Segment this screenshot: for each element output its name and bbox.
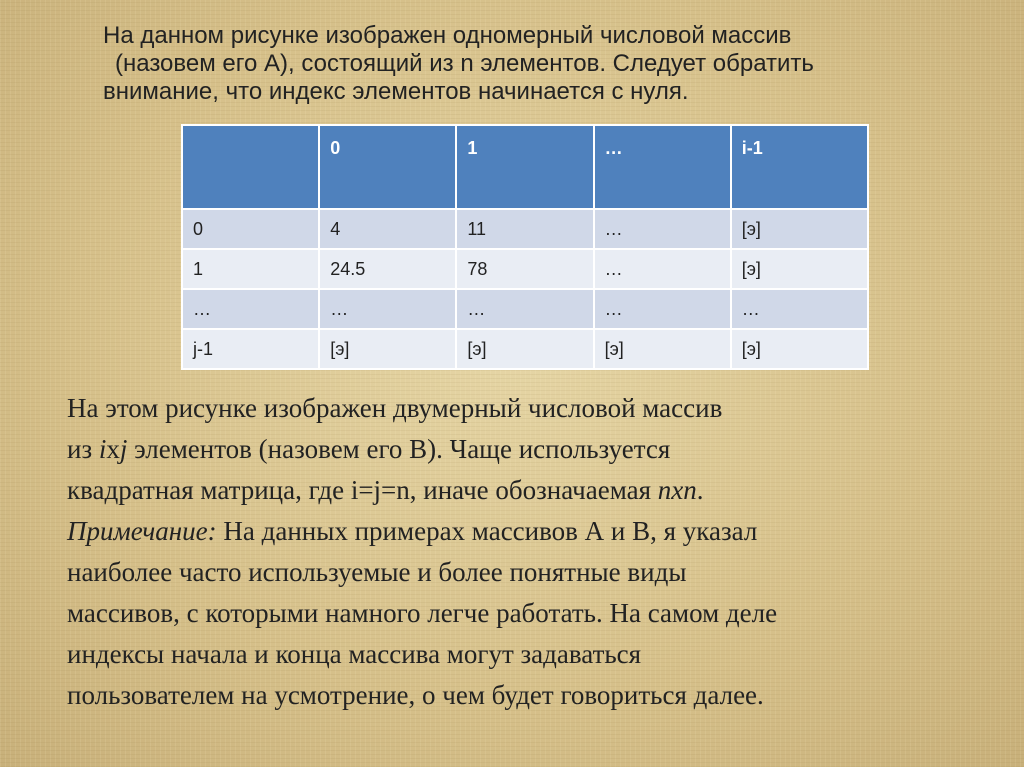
math-var-i: i xyxy=(98,434,107,464)
math-var-j: j xyxy=(119,434,128,464)
math-var-n: n xyxy=(657,475,672,505)
header-cell: 1 xyxy=(456,125,593,209)
table-header-row xyxy=(182,125,868,209)
table-cell: 78 xyxy=(456,249,593,289)
intro-paragraph xyxy=(103,22,983,106)
table-cell: 24.5 xyxy=(319,249,456,289)
math-var-n: n xyxy=(683,475,697,505)
body-line-3 xyxy=(67,470,997,511)
body-paragraph xyxy=(67,388,997,716)
table-cell: [э] xyxy=(731,249,868,289)
body-line-8: пользователем на усмотрение, о чем будет говориться далее. xyxy=(67,680,764,710)
table-row xyxy=(182,289,868,329)
row-index-cell: 1 xyxy=(182,249,319,289)
math-times: x xyxy=(106,434,120,464)
body-line-7: индексы начала и конца массива могут задаваться xyxy=(67,639,642,669)
text-fragment: элементов (назовем его В). Чаще используется xyxy=(127,434,671,464)
table-cell: … xyxy=(594,209,731,249)
header-cell-corner xyxy=(182,125,319,209)
table-cell: … xyxy=(594,289,731,329)
intro-line-3: внимание, что индекс элементов начинается с нуля. xyxy=(103,78,689,105)
table-cell: [э] xyxy=(319,329,456,369)
text-fragment: квадратная матрица, где i=j=n, иначе обозначаемая xyxy=(67,475,658,505)
body-line-2 xyxy=(67,429,997,470)
array-table xyxy=(181,124,869,370)
body-line-6: массивов, с которыми намного легче работать. На самом деле xyxy=(67,598,778,628)
intro-line-2: (назовем его А), состоящий из n элементов. Следует обратить xyxy=(115,50,814,77)
table-cell: … xyxy=(731,289,868,329)
note-label: Примечание: xyxy=(67,516,217,546)
header-cell: i-1 xyxy=(731,125,868,209)
intro-line-1: На данном рисунке изображен одномерный числовой массив xyxy=(103,22,792,49)
table-row xyxy=(182,209,868,249)
table-cell: … xyxy=(594,249,731,289)
row-index-cell: j-1 xyxy=(182,329,319,369)
header-cell: 0 xyxy=(319,125,456,209)
table-row xyxy=(182,329,868,369)
body-line-1: На этом рисунке изображен двумерный числовой массив xyxy=(67,393,723,423)
text-fragment: из xyxy=(67,434,99,464)
table-cell: 4 xyxy=(319,209,456,249)
table-cell: [э] xyxy=(731,209,868,249)
table-cell: [э] xyxy=(456,329,593,369)
table-cell: [э] xyxy=(731,329,868,369)
table-cell: … xyxy=(319,289,456,329)
text-fragment: . xyxy=(696,475,704,505)
row-index-cell: 0 xyxy=(182,209,319,249)
text-fragment: На данных примерах массивов А и В, я указал xyxy=(216,516,758,546)
table-cell: [э] xyxy=(594,329,731,369)
table-cell: 11 xyxy=(456,209,593,249)
math-times: x xyxy=(671,475,684,505)
row-index-cell: … xyxy=(182,289,319,329)
table-row xyxy=(182,249,868,289)
header-cell: … xyxy=(594,125,731,209)
table-cell: … xyxy=(456,289,593,329)
body-line-5: наиболее часто используемые и более понятные виды xyxy=(67,557,687,587)
body-line-4 xyxy=(67,511,997,552)
